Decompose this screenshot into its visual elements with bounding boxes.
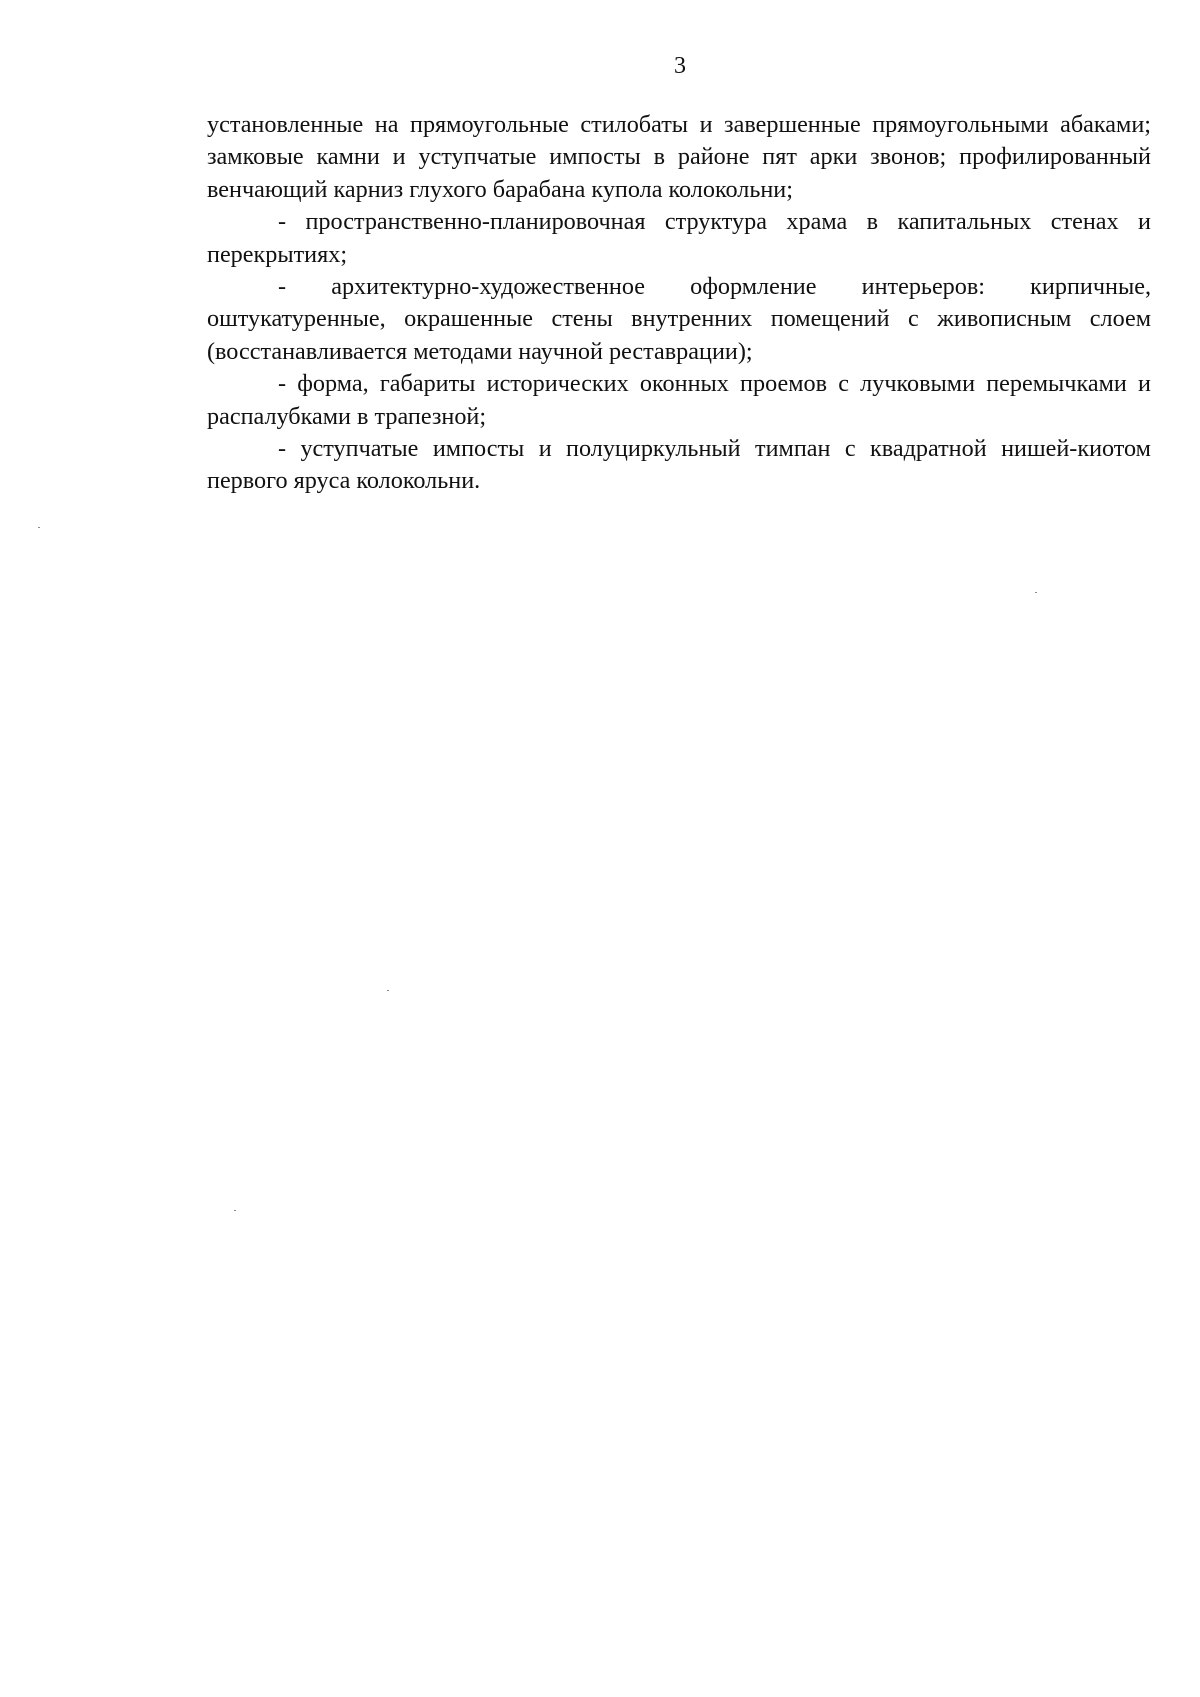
- body-text: [207, 109, 1151, 498]
- page-number: 3: [674, 53, 686, 79]
- paragraph-continuation: установленные на прямоугольные стилобаты и завершенные прямоугольными абаками; замковые камни и уступчатые импосты в районе пят арки звонов; профилированный венчающий карниз глухого барабана купола колокольни;: [207, 111, 1151, 203]
- list-item-window-openings: - форма, габариты исторических оконных проемов с лучковыми перемычками и распалубками в трапезной;: [207, 370, 1151, 430]
- scan-speck: [38, 527, 40, 528]
- scan-speck: [387, 990, 389, 991]
- scan-speck: [234, 1210, 236, 1211]
- list-item-interior-decoration: - архитектурно-художественное оформление интерьеров: кирпичные, оштукатуренные, окрашенные стены внутренних помещений с живописным слоем (восстанавливается методами научной реставрации);: [207, 273, 1151, 365]
- list-item-imposts-tympanum: - уступчатые импосты и полуциркульный тимпан с квадратной нишей-киотом первого яруса колокольни.: [207, 435, 1151, 495]
- list-item-planning-structure: - пространственно-планировочная структура храма в капитальных стенах и перекрытиях;: [207, 208, 1151, 268]
- scan-speck: [1035, 592, 1037, 593]
